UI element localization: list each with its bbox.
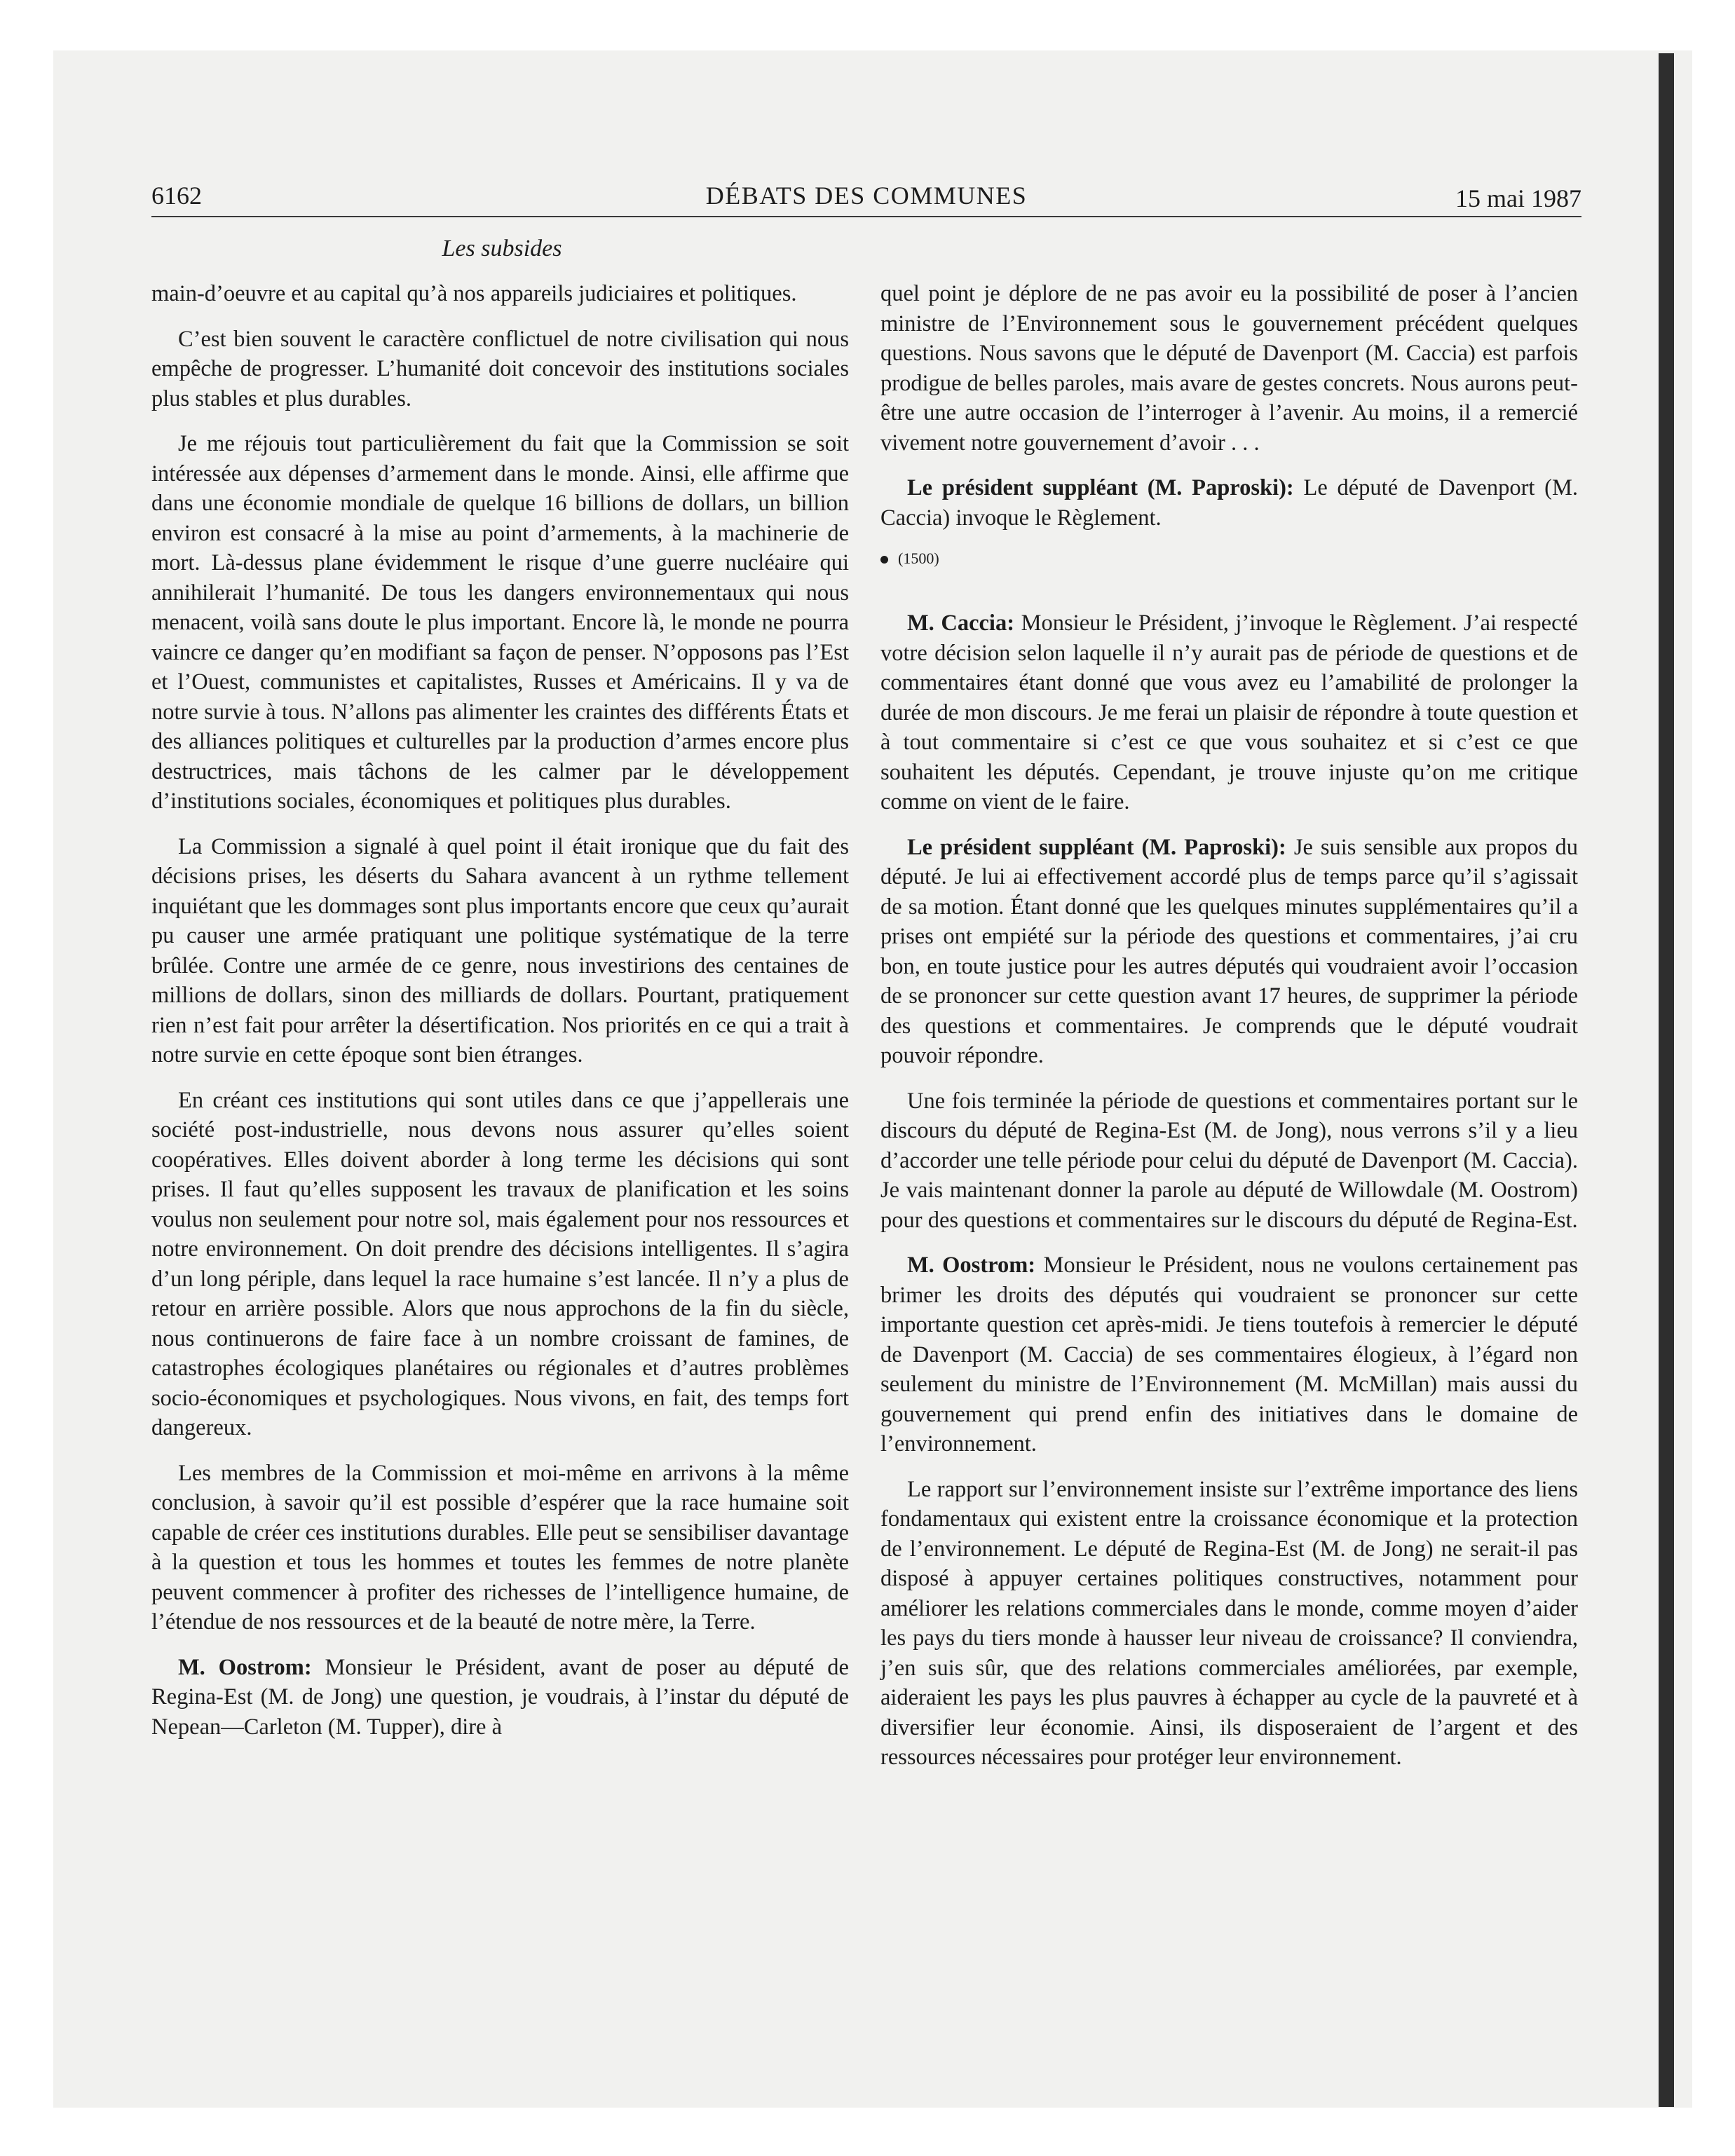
speech-text: Je suis sensible aux propos du député. Je lui ai effectivement accordé plus de temps parce qu’il s’agissait de sa motion. Étant donné que les quelques minutes supplémentaires qu’il a prises ont empiété sur la période des questions et commentaires, j’ai cru bon, en toute justice pour les autres députés qui voudraient avoir l’occasion de se prononcer sur cette question avant 17 heures, de supprimer la période des questions et commentaires. Je comprends que le député voudrait pouvoir répondre. xyxy=(880,834,1579,1068)
speech-text: Monsieur le Président, nous ne voulons certainement pas brimer les droits des députés qui voudraient se prononcer sur cette importante question cet après-midi. Je tiens toutefois à remercier le député de Davenport (M. Caccia) de ses commentaires élogieux, à l’égard non seulement du ministre de l’Environnement (M. McMillan) mais aussi du gouvernement qui prend enfin des initiatives dans le domaine de l’environnement. xyxy=(880,1253,1578,1456)
speech-paragraph xyxy=(880,1250,1578,1459)
page-header xyxy=(151,181,1581,217)
speech-paragraph xyxy=(880,833,1578,1071)
section-title: Les subsides xyxy=(442,236,562,261)
paragraph: La Commission a signalé à quel point il était ironique que du fait des décisions prises, les déserts du Sahara avancent à un rythme tellement inquiétant que les dommages sont plus importants encore que ceux qu’aurait pu causer une armée pratiquant une politique systématique de la terre brûlée. Contre une armée de ce genre, nous investirions des centaines de millions de dollars, sinon des milliards de dollars. Pourtant, pratiquement rien n’est fait pour arrêter la désertification. Nos priorités en ce qui a trait à notre survie en cette époque sont bien étranges. xyxy=(151,833,849,1067)
time-marker-label: (1500) xyxy=(898,550,939,567)
speech-text: Le député de Davenport (M. Caccia) invoque le Règlement. xyxy=(880,475,1578,531)
paragraph: C’est bien souvent le caractère conflictuel de notre civilisation qui nous empêche de progresser. L’humanité doit concevoir des institutions sociales plus stables et plus durables. xyxy=(151,326,849,411)
paragraph: Une fois terminée la période de questions et commentaires portant sur le discours du député de Regina-Est (M. de Jong), nous verrons s’il y a lieu d’accorder une telle période pour celui du député de Davenport (M. Caccia). Je vais maintenant donner la parole au député de Willowdale (M. Oostrom) pour des questions et commentaires sur le discours du député de Regina-Est. xyxy=(880,1088,1578,1233)
left-column xyxy=(151,279,849,1757)
right-column xyxy=(880,279,1578,1788)
page-number: 6162 xyxy=(151,182,202,210)
page-date: 15 mai 1987 xyxy=(1455,184,1581,212)
speech-paragraph xyxy=(151,1653,849,1742)
bullet-icon xyxy=(880,556,888,564)
paragraph: En créant ces institutions qui sont utiles dans ce que j’appellerais une société post-industrielle, nous devons nous assurer qu’elles soient coopératives. Elles doivent aborder à long terme les décisions qui sont prises. Il faut qu’elles supposent les travaux de planification et les soins voulus non seulement pour notre sol, mais également pour nos ressources et notre environnement. On doit prendre des décisions intelligentes. Il s’agira d’un long périple, dans lequel la race humaine s’est lancée. Il n’y a plus de retour en arrière possible. Alors que nous approchons de la fin du siècle, nous continuerons de faire face à un nombre croissant de famines, de catastrophes écologiques planétaires ou régionales et d’autres problèmes socio-économiques et psychologiques. Nous vivons, en fait, des temps fort dangereux. xyxy=(151,1087,849,1440)
paragraph: main-d’oeuvre et au capital qu’à nos appareils judiciaires et politiques. xyxy=(151,281,797,306)
speech-text: Monsieur le Président, j’invoque le Règlement. J’ai respecté votre décision selon laquelle il n’y aurait pas de période de questions et de commentaires étant donné que vous avez eu l’amabilité de prolonger la durée de mon discours. Je me ferai un plaisir de répondre à toute question et à tout commentaire si c’est ce que vous souhaitez et si c’est ce que souhaitent les députés. Cependant, je trouve injuste qu’on me critique comme on vient de le faire. xyxy=(880,610,1578,814)
speaker-name: Le président suppléant (M. Paproski): xyxy=(907,834,1286,860)
journal-title: DÉBATS DES COMMUNES xyxy=(705,182,1028,210)
speaker-name: M. Caccia: xyxy=(907,610,1015,636)
time-marker xyxy=(880,548,1578,569)
scan-edge-bar xyxy=(1659,53,1674,2107)
paragraph: Les membres de la Commission et moi-même en arrivons à la même conclusion, à savoir qu’il est possible d’espérer que la race humaine soit capable de créer ces institutions durables. Elle peut se sensibiliser davantage à la question et tous les hommes et toutes les femmes de notre planète peuvent commencer à profiter des richesses de l’intelligence humaine, de l’étendue de nos ressources et de la beauté de notre mère, la Terre. xyxy=(151,1460,849,1635)
speaker-name: M. Oostrom: xyxy=(178,1654,312,1680)
speech-paragraph xyxy=(880,473,1578,533)
paragraph: quel point je déplore de ne pas avoir eu la possibilité de poser à l’ancien ministre de l’Environnement sous le gouvernement précédent quelques questions. Nous savons que le député de Davenport (M. Caccia) est parfois prodigue de belles paroles, mais avare de gestes concrets. Nous aurons peut-être une autre occasion de l’interroger à l’avenir. Au moins, il a remercié vivement notre gouvernement d’avoir . . . xyxy=(880,281,1578,456)
paragraph: Je me réjouis tout particulièrement du fait que la Commission se soit intéressée aux dépenses d’armement dans le monde. Ainsi, elle affirme que dans une économie mondiale de quelque 16 billions de dollars, un billion environ est consacré à la mise au point d’armements, à la machinerie de mort. Là-dessus plane évidemment le risque d’une guerre nucléaire qui annihilerait l’humanité. De tous les dangers environnementaux qui nous menacent, voilà sans doute le plus important. Encore là, le monde ne pourra vaincre ce danger qu’en modifiant sa façon de penser. N’opposons pas l’Est et l’Ouest, communistes et capitalistes, Russes et Américains. Il y va de notre survie à tous. N’allons pas alimenter les craintes des différents États et des alliances politiques et culturelles par la production d’armes encore plus destructrices, mais tâchons de les calmer par le développement d’institutions sociales, économiques et politiques plus durables. xyxy=(151,431,849,814)
paragraph: Le rapport sur l’environnement insiste sur l’extrême importance des liens fondamentaux qui existent entre la croissance économique et la protection de l’environnement. Le député de Regina-Est (M. de Jong) ne serait-il pas disposé à appuyer certaines politiques constructives, notamment pour améliorer les relations commerciales dans le monde, comme moyen d’aider les pays du tiers monde à hausser leur niveau de croissance? Il conviendra, j’en suis sûr, que des relations commerciales améliorées, par exemple, aideraient les pays les plus pauvres à échapper au cycle de la pauvreté et à diversifier leur économie. Ainsi, ils disposeraient de l’argent et des ressources nécessaires pour protéger leur environnement. xyxy=(880,1476,1578,1770)
speaker-name: Le président suppléant (M. Paproski): xyxy=(907,475,1294,500)
speech-text: Monsieur le Président, avant de poser au député de Regina-Est (M. de Jong) une question, je voudrais, à l’instar du député de Nepean—Carleton (M. Tupper), dire à xyxy=(151,1654,849,1740)
speaker-name: M. Oostrom: xyxy=(907,1253,1036,1278)
header-rule xyxy=(151,216,1581,217)
speech-paragraph xyxy=(880,608,1578,817)
